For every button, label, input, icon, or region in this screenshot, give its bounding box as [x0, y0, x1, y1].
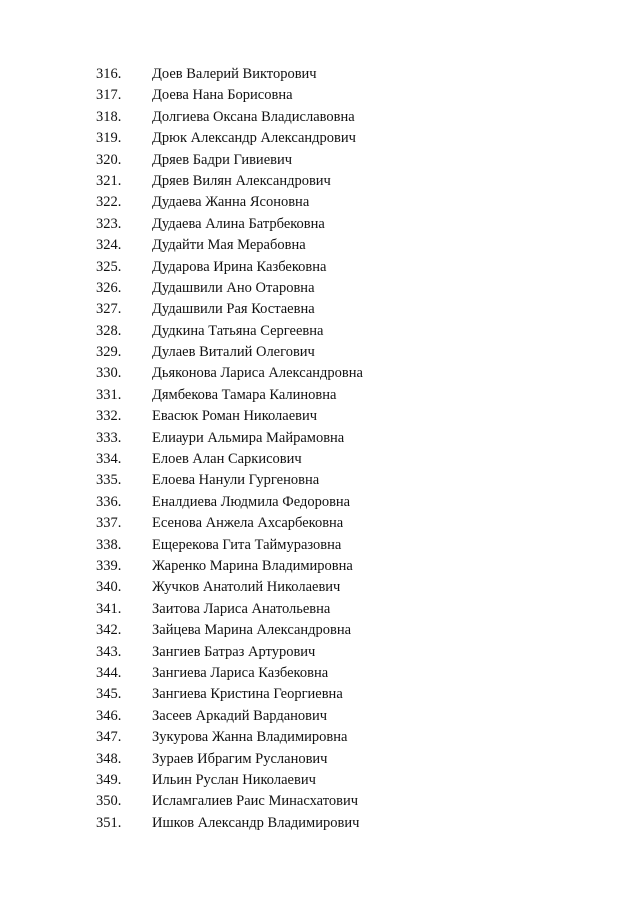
list-item [96, 492, 363, 513]
list-item [96, 257, 363, 278]
entry-name: Елоева Нанули Гургеновна [152, 472, 320, 489]
entry-number: 332. [96, 408, 122, 425]
list-item [96, 428, 363, 449]
entry-number: 351. [96, 814, 122, 831]
list-item [96, 684, 363, 705]
entry-name: Дудашвили Рая Костаевна [152, 301, 315, 318]
entry-number: 340. [96, 579, 122, 596]
list-item [96, 214, 363, 235]
name-list [96, 64, 363, 834]
entry-name: Дряев Вилян Александрович [152, 172, 331, 189]
list-item [96, 577, 363, 598]
entry-name: Ильин Руслан Николаевич [152, 771, 316, 788]
entry-name: Дямбекова Тамара Калиновна [152, 386, 337, 403]
entry-name: Исламгалиев Раис Минасхатович [152, 793, 358, 810]
entry-name: Елиаури Альмира Майрамовна [152, 429, 345, 446]
list-item [96, 150, 363, 171]
list-item [96, 663, 363, 684]
entry-number: 334. [96, 451, 122, 468]
list-item [96, 299, 363, 320]
entry-number: 331. [96, 386, 122, 403]
entry-number: 321. [96, 172, 122, 189]
list-item [96, 342, 363, 363]
entry-number: 316. [96, 66, 122, 82]
entry-number: 338. [96, 536, 122, 553]
entry-name: Дьяконова Лариса Александровна [152, 365, 363, 382]
entry-name: Дудаева Алина Батрбековна [152, 215, 325, 232]
entry-number: 337. [96, 515, 122, 532]
entry-name: Засеев Аркадий Варданович [152, 707, 328, 724]
list-item [96, 171, 363, 192]
entry-name: Дудайти Мая Мерабовна [152, 237, 306, 254]
entry-name: Долгиева Оксана Владиславовна [152, 108, 355, 125]
entry-name: Дудаева Жанна Ясоновна [152, 194, 310, 211]
entry-number: 342. [96, 622, 122, 639]
list-item [96, 470, 363, 491]
list-item [96, 107, 363, 128]
entry-number: 320. [96, 151, 122, 168]
list-item [96, 385, 363, 406]
list-item [96, 278, 363, 299]
list-item [96, 321, 363, 342]
entry-number: 350. [96, 793, 122, 810]
entry-number: 349. [96, 771, 122, 788]
entry-number: 346. [96, 707, 122, 724]
entry-number: 328. [96, 322, 122, 339]
entry-number: 341. [96, 600, 122, 617]
entry-name: Доева Нана Борисовна [152, 87, 293, 104]
entry-number: 317. [96, 87, 122, 104]
entry-number: 344. [96, 664, 122, 681]
entry-number: 319. [96, 130, 122, 147]
entry-number: 323. [96, 215, 122, 232]
list-item [96, 85, 363, 106]
entry-name: Дряев Бадри Гивиевич [152, 151, 293, 168]
entry-name: Евасюк Роман Николаевич [152, 408, 318, 425]
entry-name: Зангиева Лариса Казбековна [152, 664, 329, 681]
entry-name: Еналдиева Людмила Федоровна [152, 493, 351, 510]
entry-name: Дударова Ирина Казбековна [152, 258, 327, 275]
list-item [96, 706, 363, 727]
entry-name: Заитова Лариса Анатольевна [152, 600, 331, 617]
entry-name: Зайцева Марина Александровна [152, 622, 352, 639]
entry-name: Ишков Александр Владимирович [152, 814, 360, 831]
entry-number: 329. [96, 344, 122, 361]
list-item [96, 791, 363, 812]
list-item [96, 770, 363, 791]
list-item [96, 599, 363, 620]
list-item [96, 535, 363, 556]
entry-number: 343. [96, 643, 122, 660]
entry-number: 347. [96, 729, 122, 746]
entry-name: Ещерекова Гита Таймуразовна [152, 536, 342, 553]
list-item [96, 406, 363, 427]
entry-name: Есенова Анжела Ахсарбековна [152, 515, 344, 532]
entry-number: 325. [96, 258, 122, 275]
entry-number: 336. [96, 493, 122, 510]
list-item [96, 363, 363, 384]
list-item [96, 620, 363, 641]
list-item [96, 128, 363, 149]
entry-name: Дудкина Татьяна Сергеевна [152, 322, 324, 339]
list-item [96, 235, 363, 256]
entry-number: 330. [96, 365, 122, 382]
entry-number: 335. [96, 472, 122, 489]
entry-number: 333. [96, 429, 122, 446]
entry-number: 324. [96, 237, 122, 254]
entry-name: Зураев Ибрагим Русланович [152, 750, 328, 767]
entry-number: 322. [96, 194, 122, 211]
entry-name: Дудашвили Ано Отаровна [152, 279, 315, 296]
list-item [96, 556, 363, 577]
entry-name: Зукурова Жанна Владимировна [152, 729, 348, 746]
entry-number: 327. [96, 301, 122, 318]
entry-number: 318. [96, 108, 122, 125]
list-item [96, 449, 363, 470]
list-item [96, 727, 363, 748]
entry-number: 348. [96, 750, 122, 767]
entry-name: Зангиев Батраз Артурович [152, 643, 316, 660]
entry-name: Зангиева Кристина Георгиевна [152, 686, 343, 703]
entry-name: Дрюк Александр Александрович [152, 130, 356, 147]
list-item [96, 192, 363, 213]
entry-name: Жаренко Марина Владимировна [152, 557, 353, 574]
entry-name: Жучков Анатолий Николаевич [152, 579, 341, 596]
list-item [96, 513, 363, 534]
entry-name: Доев Валерий Викторович [152, 66, 317, 82]
list-item [96, 642, 363, 663]
entry-number: 345. [96, 686, 122, 703]
list-item [96, 64, 363, 85]
entry-number: 339. [96, 557, 122, 574]
list-item [96, 813, 363, 834]
list-item [96, 749, 363, 770]
entry-name: Дулаев Виталий Олегович [152, 344, 315, 361]
entry-name: Елоев Алан Саркисович [152, 451, 302, 468]
entry-number: 326. [96, 279, 122, 296]
